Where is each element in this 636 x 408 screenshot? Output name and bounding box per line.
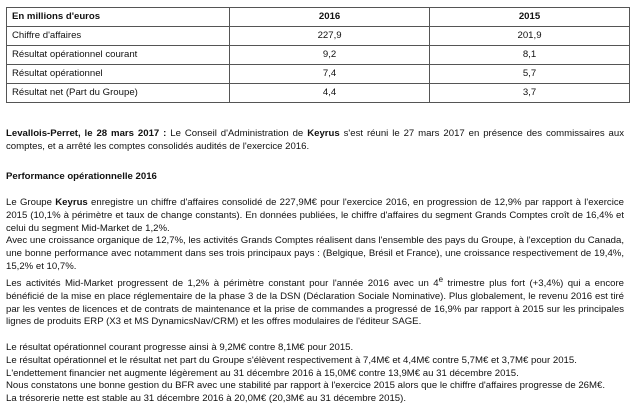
- table-header-row: [7, 8, 630, 27]
- table-cell-value: 7,4: [230, 65, 430, 84]
- company-name: Keyrus: [307, 128, 340, 139]
- table-header-cell: En millions d'euros: [7, 8, 230, 27]
- results-section: [6, 342, 624, 406]
- table-cell-value: 5,7: [430, 65, 630, 84]
- performance-paragraph: [6, 197, 624, 235]
- table-row: [7, 84, 630, 103]
- table-cell-label: Chiffre d'affaires: [7, 27, 230, 46]
- table-cell-value: 201,9: [430, 27, 630, 46]
- performance-paragraph: [6, 274, 624, 329]
- results-line: Nous constatons une bonne gestion du BFR avec une stabilité par rapport à l'exercice 2015 alors que le chiffre d'affaires progresse de 26M€.: [6, 380, 606, 392]
- financial-summary-table: [6, 7, 630, 103]
- section-title: Performance opérationnelle 2016: [6, 171, 157, 182]
- table-cell-value: 9,2: [230, 46, 430, 65]
- table-header-cell: 2016: [230, 8, 430, 27]
- table-row: [7, 27, 630, 46]
- intro-paragraph: [6, 128, 624, 154]
- place-date: Levallois-Perret, le 28 mars 2017 :: [6, 128, 167, 139]
- results-line: L'endettement financier net augmente légèrement au 31 décembre 2016 à 15,0M€ contre 13,9M€ au 31 décembre 2015.: [6, 367, 519, 379]
- text-part: Les activités Mid-Market progressent de 1,2% à périmètre constant pour l'année 2016 avec un 4: [6, 277, 439, 289]
- results-line: Le résultat opérationnel courant progresse ainsi à 9,2M€ contre 8,1M€ pour 2015.: [6, 342, 354, 353]
- table-header-cell: 2015: [430, 8, 630, 27]
- table-cell-value: 3,7: [430, 84, 630, 103]
- table-cell-value: 227,9: [230, 27, 430, 46]
- text-part: enregistre un chiffre d'affaires consolidé de 227,9M€ pour l'exercice 2016, en progression de 12,9% par rapport à l'exercice 2015 (10,1% à périmètre et taux de change constants). En données publiées, le chiffre d'affaires du segment Grands Comptes croît de 16,4% et celui du segment Mid-Market de 1,2%.: [6, 197, 624, 234]
- results-line: Le résultat opérationnel et le résultat net part du Groupe s'élèvent respectivement à 7,4M€ et 4,4M€ contre 5,7M€ et 3,7M€ pour 2015.: [6, 354, 577, 366]
- company-name: Keyrus: [55, 197, 88, 208]
- intro-text-part: s'est réuni le 27 mars 2017 en présence des commissaires aux comptes, et a arrêté les comptes consolidés audités de l'exercice 2016.: [6, 128, 624, 152]
- table-cell-label: Résultat opérationnel courant: [7, 46, 230, 65]
- table-row: [7, 46, 630, 65]
- results-line: La trésorerie nette est stable au 31 décembre 2016 à 20,0M€ (20,3M€ au 31 décembre 2015).: [6, 393, 406, 405]
- table-row: [7, 65, 630, 84]
- intro-text-part: Le Conseil d'Administration de: [166, 128, 308, 139]
- table-cell-value: 8,1: [430, 46, 630, 65]
- text-part: Le Groupe: [6, 197, 56, 208]
- table-cell-value: 4,4: [230, 84, 430, 103]
- text-part: trimestre plus fort (+3,4%) qui a encore bénéficié de la mise en place réglementaire de la phase 3 de la DSN (Déclaration Sociale Nominative). Plus globalement, le revenu 2016 est tiré par les ventes de licences et de contrats de maintenance et la prise de commandes a progressé de 16,9% par rapport à 2015 sur les principales lignes de produits ERP (X3 et MS DynamicsNav/CRM) et les offres modulaires de l'éditeur SAGE.: [6, 277, 625, 328]
- performance-paragraph: Avec une croissance organique de 12,7%, les activités Grands Comptes réalisent dans l'ensemble des pays du Groupe, à l'exception du Canada, une bonne performance avec notamment dans ses trois principaux pays : (Belgique, Brésil et France), une croissance respectivement de 19,4%, 15,2% et 10,7%.: [6, 235, 624, 272]
- performance-section: [6, 197, 624, 329]
- table-cell-label: Résultat net (Part du Groupe): [7, 84, 230, 103]
- ordinal-suffix: e: [438, 274, 444, 284]
- table-cell-label: Résultat opérationnel: [7, 65, 230, 84]
